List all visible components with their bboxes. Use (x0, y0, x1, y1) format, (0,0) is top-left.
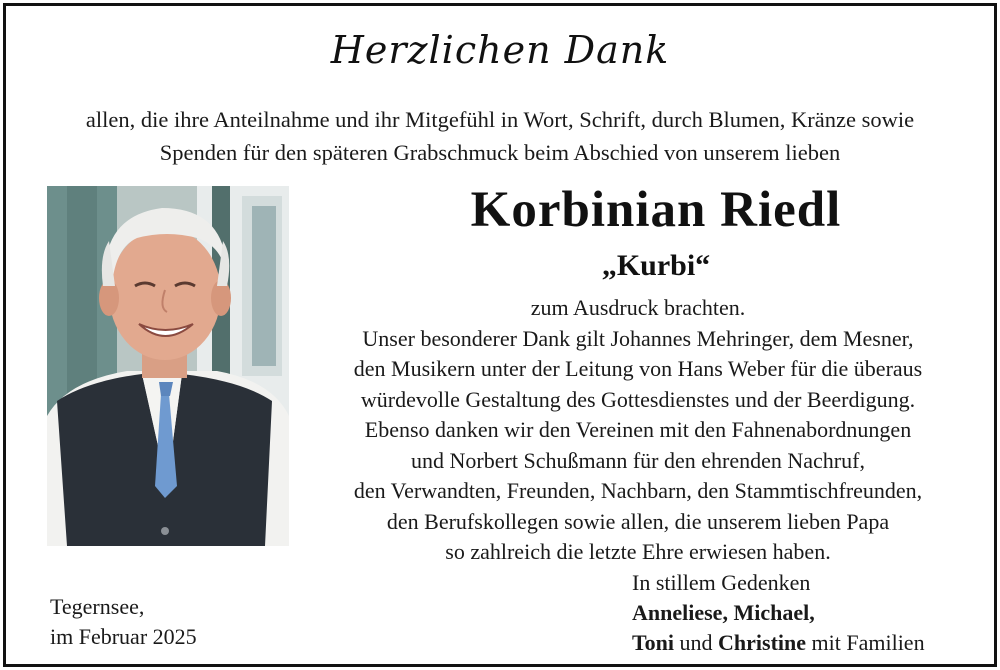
portrait-photo (47, 186, 289, 546)
signoff (632, 568, 925, 658)
intro-text (26, 103, 974, 169)
intro-line-2: Spenden für den späteren Grabschmuck beim Abschied von unserem lieben (159, 140, 841, 165)
heading-script: Herzlichen Dank (330, 28, 670, 72)
signoff-and: und (674, 630, 719, 655)
thanks-text (306, 293, 970, 568)
signoff-name-toni: Toni (632, 630, 675, 655)
place-city: Tegernsee, (50, 594, 145, 619)
place-date (50, 592, 197, 652)
signoff-names-line-2 (632, 628, 925, 658)
signoff-families: mit Familien (806, 630, 925, 655)
signoff-intro: In stillem Gedenken (632, 570, 811, 595)
signoff-name-christine: Christine (718, 630, 807, 655)
thanks-line-5: Ebenso danken wir den Vereinen mit den Fahnenabordnungen (364, 417, 912, 442)
signoff-names-line-1 (632, 598, 925, 628)
thanks-line-9: so zahlreich die letzte Ehre erwiesen haben. (445, 539, 831, 564)
thanks-line-7: den Verwandten, Freunden, Nachbarn, den Stammtischfreunden, (353, 478, 923, 503)
obituary-card (3, 3, 997, 667)
deceased-nickname: „Kurbi“ (601, 249, 711, 282)
signoff-names-1: Anneliese, Michael, (632, 600, 815, 625)
thanks-line-3: den Musikern unter der Leitung von Hans Weber für die überaus (353, 356, 923, 381)
thanks-line-6: und Norbert Schußmann für den ehrenden Nachruf, (411, 447, 865, 473)
deceased-name: Korbinian Riedl (470, 182, 842, 238)
thanks-line-2: Unser besonderer Dank gilt Johannes Mehringer, dem Mesner, (362, 325, 914, 351)
thanks-line-4: würdevolle Gestaltung des Gottesdienstes und der Beerdigung. (360, 386, 916, 412)
thanks-line-8: den Berufskollegen sowie allen, die unserem lieben Papa (386, 508, 890, 534)
intro-line-1: allen, die ihre Anteilnahme und ihr Mitgefühl in Wort, Schrift, durch Blumen, Kränze sowie (85, 107, 915, 132)
thanks-line-1: zum Ausdruck brachten. (530, 295, 746, 320)
place-date-text: im Februar 2025 (50, 624, 197, 649)
